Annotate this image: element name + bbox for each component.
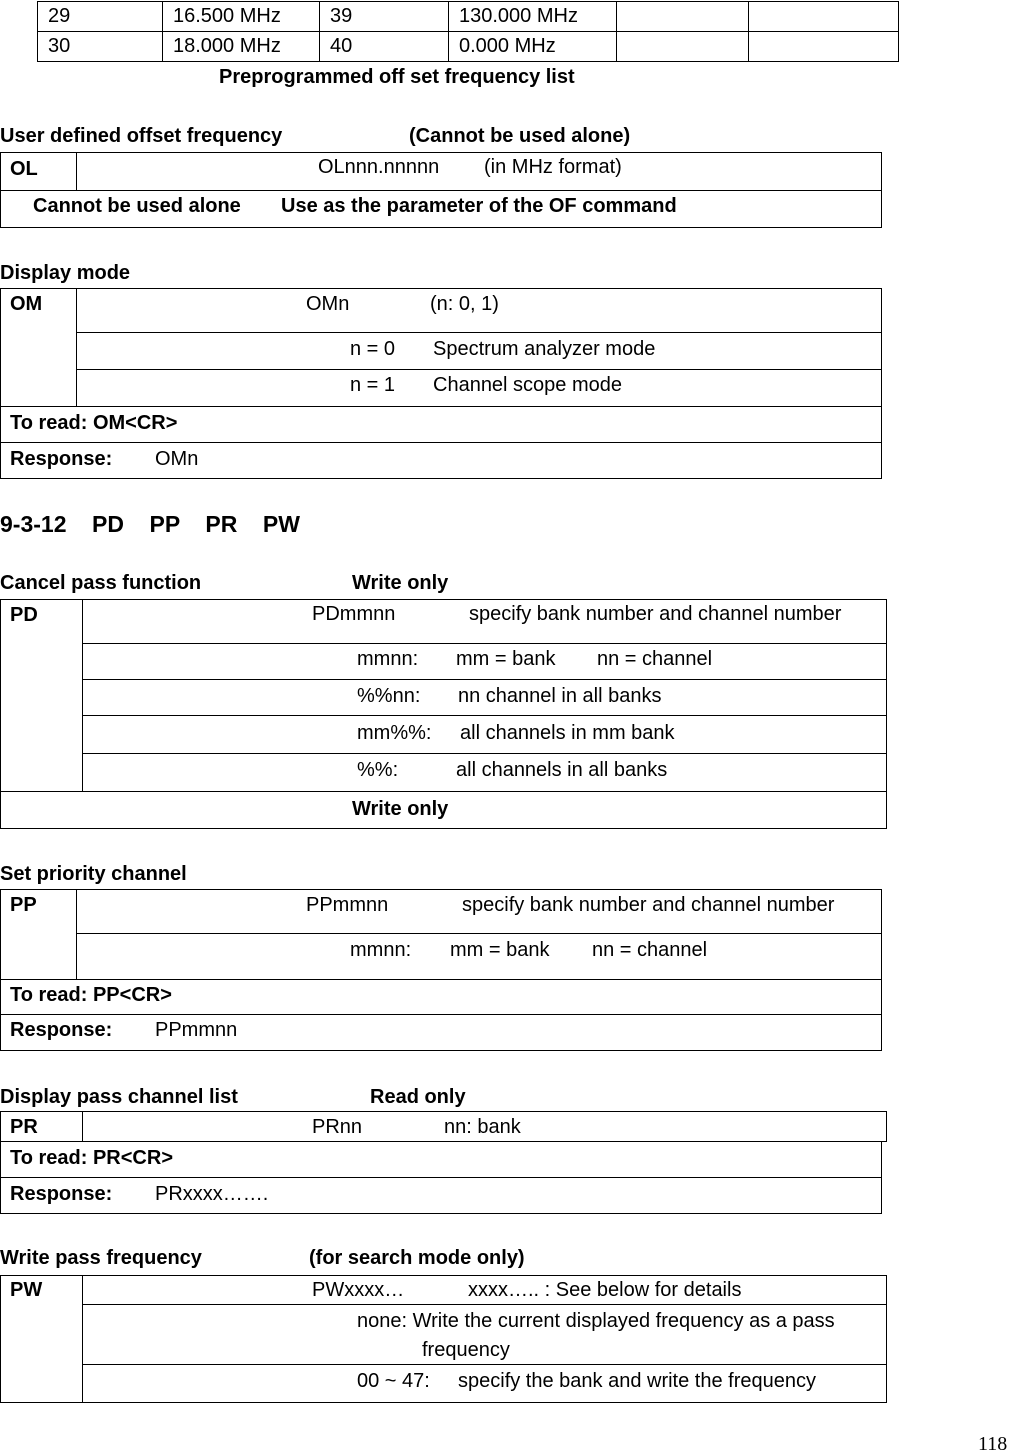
pr-format-note: nn: bank (444, 1116, 521, 1138)
pw-format: PWxxxx… (312, 1279, 405, 1301)
pw-r1-line2: frequency (422, 1339, 510, 1361)
ol-code: OL (10, 158, 38, 180)
pd-r1-b: nn = channel (597, 648, 713, 670)
pp-r1-a: mm = bank (450, 939, 550, 961)
ol-heading: User defined offset frequency (0, 125, 283, 147)
om-code: OM (10, 293, 43, 315)
table-row (38, 2, 899, 32)
pd-r2-val: nn channel in all banks (458, 685, 662, 707)
pd-code: PD (10, 604, 38, 626)
om-format: OMn (306, 293, 350, 315)
ol-format: OLnnn.nnnnn (318, 156, 440, 178)
pw-heading: Write pass frequency (0, 1247, 202, 1269)
ol-note-b: Use as the parameter of the OF command (281, 195, 677, 217)
pr-code: PR (10, 1116, 38, 1138)
table-cell: 40 (320, 32, 449, 62)
pp-response-val: PPmmnn (155, 1019, 238, 1041)
table-cell: 29 (38, 2, 163, 32)
pd-footer: Write only (352, 798, 449, 820)
om-opt2-val: Channel scope mode (433, 374, 623, 396)
table-cell (617, 32, 749, 62)
pr-response-label: Response: (10, 1183, 113, 1205)
pr-format: PRnn (312, 1116, 363, 1138)
table-cell (617, 2, 749, 32)
pr-read: To read: PR<CR> (10, 1147, 173, 1169)
page-number: 118 (978, 1433, 1008, 1455)
table-cell: 0.000 MHz (449, 32, 617, 62)
pd-r4-val: all channels in all banks (456, 759, 668, 781)
pp-response-label: Response: (10, 1019, 113, 1041)
table-cell (749, 2, 899, 32)
om-format-note: (n: 0, 1) (430, 293, 499, 315)
section-title: 9-3-12 PD PP PR PW (0, 511, 300, 537)
table-cell: 18.000 MHz (163, 32, 320, 62)
pw-heading-note: (for search mode only) (309, 1247, 525, 1269)
pd-r4-key: %%: (357, 759, 399, 781)
pd-heading-note: Write only (352, 572, 449, 594)
table-row (38, 32, 899, 62)
table-cell: 16.500 MHz (163, 2, 320, 32)
ol-heading-note: (Cannot be used alone) (409, 125, 631, 147)
om-opt1-key: n = 0 (350, 338, 396, 360)
pw-r2-val: specify the bank and write the frequency (458, 1370, 816, 1392)
om-read: To read: OM<CR> (10, 412, 178, 434)
pp-r1-b: nn = channel (592, 939, 708, 961)
ol-note-a: Cannot be used alone (33, 195, 241, 217)
pr-response-val: PRxxxx……. (155, 1183, 269, 1205)
pw-code: PW (10, 1279, 43, 1301)
table-cell: 130.000 MHz (449, 2, 617, 32)
pp-format: PPmmnn (306, 894, 389, 916)
pd-table (0, 599, 887, 829)
pp-read: To read: PP<CR> (10, 984, 172, 1006)
pp-r1-key: mmnn: (350, 939, 412, 961)
pd-r3-key: mm%%: (357, 722, 432, 744)
pw-format-note: xxxx….. : See below for details (468, 1279, 742, 1301)
table-cell (749, 32, 899, 62)
om-heading: Display mode (0, 262, 131, 284)
pp-format-note: specify bank number and channel number (462, 894, 835, 916)
pd-r2-key: %%nn: (357, 685, 421, 707)
pr-heading: Display pass channel list (0, 1086, 238, 1108)
om-response-label: Response: (10, 448, 113, 470)
table-cell: 39 (320, 2, 449, 32)
om-opt2-key: n = 1 (350, 374, 396, 396)
pp-code: PP (10, 894, 37, 916)
om-opt1-val: Spectrum analyzer mode (433, 338, 656, 360)
table-cell: 30 (38, 32, 163, 62)
pd-format: PDmmnn (312, 603, 396, 625)
pr-heading-note: Read only (370, 1086, 466, 1108)
pp-heading: Set priority channel (0, 863, 187, 885)
pd-r1-key: mmnn: (357, 648, 419, 670)
pd-format-note: specify bank number and channel number (469, 603, 842, 625)
pw-r1-line1: none: Write the current displayed frequency as a pass (357, 1310, 835, 1332)
offset-frequency-table (37, 1, 899, 62)
pd-heading: Cancel pass function (0, 572, 202, 594)
pd-r3-val: all channels in mm bank (460, 722, 675, 744)
pw-r2-key: 00 ~ 47: (357, 1370, 430, 1392)
ol-format-note: (in MHz format) (484, 156, 622, 178)
om-response-val: OMn (155, 448, 199, 470)
pd-r1-a: mm = bank (456, 648, 556, 670)
table-caption: Preprogrammed off set frequency list (219, 66, 575, 88)
